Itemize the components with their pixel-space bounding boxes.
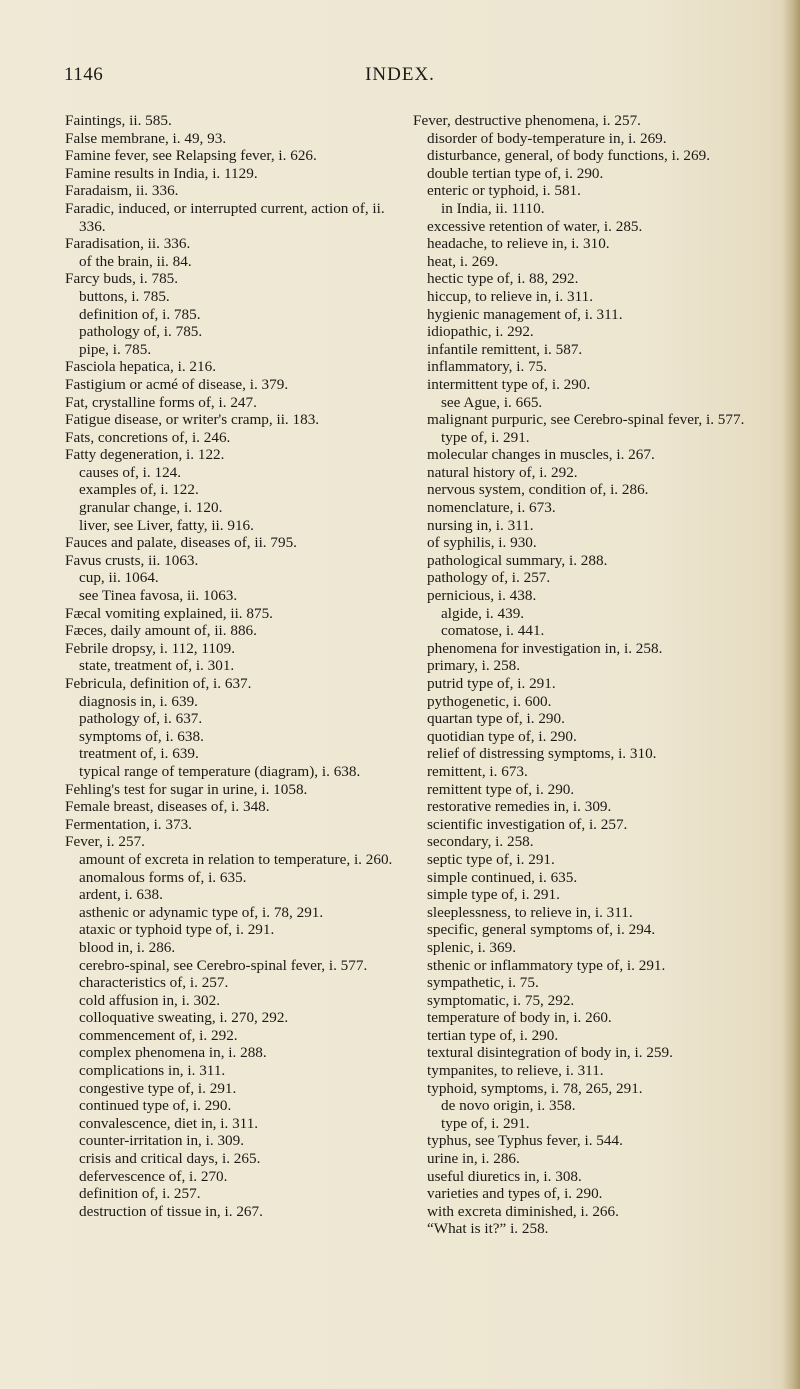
index-subentry: idiopathic, i. 292. bbox=[427, 323, 534, 341]
index-subentry: pythogenetic, i. 600. bbox=[427, 692, 552, 710]
index-subentry: typhoid, symptoms, i. 78, 265, 291. bbox=[427, 1079, 643, 1097]
running-head: INDEX. bbox=[365, 64, 435, 85]
index-subentry: simple continued, i. 635. bbox=[427, 868, 578, 886]
index-subentry: continued type of, i. 290. bbox=[79, 1097, 232, 1115]
index-subentry: sthenic or inflammatory type of, i. 291. bbox=[427, 956, 666, 974]
index-subentry: infantile remittent, i. 587. bbox=[427, 340, 583, 358]
index-subentry: asthenic or adynamic type of, i. 78, 291. bbox=[79, 903, 324, 921]
index-entry: Faradic, induced, or interrupted current, action of, ii. 336. bbox=[65, 199, 385, 235]
index-subentry: congestive type of, i. 291. bbox=[79, 1079, 237, 1097]
index-subentry: of syphilis, i. 930. bbox=[427, 534, 537, 552]
index-subentry: buttons, i. 785. bbox=[79, 287, 170, 305]
index-entry: Farcy buds, i. 785. bbox=[65, 270, 179, 288]
index-subentry: examples of, i. 122. bbox=[79, 481, 199, 499]
index-subentry: cerebro-spinal, see Cerebro-spinal fever, i. 577. bbox=[79, 956, 368, 974]
index-subentry: see Tinea favosa, ii. 1063. bbox=[79, 587, 238, 605]
index-subentry: pathology of, i. 785. bbox=[79, 323, 203, 341]
index-subentry: with excreta diminished, i. 266. bbox=[427, 1202, 619, 1220]
index-subentry: convalescence, diet in, i. 311. bbox=[79, 1114, 259, 1132]
index-subentry: headache, to relieve in, i. 310. bbox=[427, 235, 610, 253]
index-subentry: defervescence of, i. 270. bbox=[79, 1167, 228, 1185]
index-entry: Fat, crystalline forms of, i. 247. bbox=[65, 393, 257, 411]
index-subentry: molecular changes in muscles, i. 267. bbox=[427, 446, 655, 464]
index-subentry: pathology of, i. 257. bbox=[427, 569, 551, 587]
index-entry: Faintings, ii. 585. bbox=[65, 112, 172, 129]
index-subentry: specific, general symptoms of, i. 294. bbox=[427, 921, 656, 939]
index-entry: Famine results in India, i. 1129. bbox=[65, 164, 258, 182]
index-subentry: sympathetic, i. 75. bbox=[427, 974, 539, 992]
index-subentry: definition of, i. 785. bbox=[79, 305, 201, 323]
index-subentry: primary, i. 258. bbox=[427, 657, 521, 675]
index-entry: Fehling's test for sugar in urine, i. 1058. bbox=[65, 780, 308, 798]
index-subentry: useful diuretics in, i. 308. bbox=[427, 1167, 582, 1185]
index-subentry: counter-irritation in, i. 309. bbox=[79, 1132, 245, 1150]
index-subentry: state, treatment of, i. 301. bbox=[79, 657, 235, 675]
index-subentry: hiccup, to relieve in, i. 311. bbox=[427, 287, 594, 305]
index-subentry: restorative remedies in, i. 309. bbox=[427, 798, 612, 816]
index-subentry: malignant purpuric, see Cerebro-spinal fever, i. 577. bbox=[427, 411, 745, 429]
page-header bbox=[0, 64, 800, 94]
index-entry: Fatty degeneration, i. 122. bbox=[65, 446, 225, 464]
index-subentry: definition of, i. 257. bbox=[79, 1185, 201, 1203]
index-entry: Febrile dropsy, i. 112, 1109. bbox=[65, 639, 235, 657]
index-subentry: pipe, i. 785. bbox=[79, 340, 152, 358]
index-subentry: temperature of body in, i. 260. bbox=[427, 1009, 612, 1027]
index-subentry: treatment of, i. 639. bbox=[79, 745, 199, 763]
index-entry: Fever, i. 257. bbox=[65, 833, 145, 851]
index-column-left bbox=[65, 112, 405, 1220]
index-subentry: hectic type of, i. 88, 292. bbox=[427, 270, 579, 288]
index-entry: Fastigium or acmé of disease, i. 379. bbox=[65, 375, 289, 393]
index-subentry: cup, ii. 1064. bbox=[79, 569, 159, 587]
index-entry: Fever, destructive phenomena, i. 257. bbox=[413, 112, 641, 129]
index-subentry: nervous system, condition of, i. 286. bbox=[427, 481, 649, 499]
index-entry: Fatigue disease, or writer's cramp, ii. 183. bbox=[65, 411, 320, 429]
index-subentry: pernicious, i. 438. bbox=[427, 587, 537, 605]
index-subentry: typhus, see Typhus fever, i. 544. bbox=[427, 1132, 623, 1150]
index-subentry: tertian type of, i. 290. bbox=[427, 1026, 559, 1044]
index-subentry: complications in, i. 311. bbox=[79, 1062, 226, 1080]
index-subentry: in India, ii. 1110. bbox=[441, 199, 545, 217]
index-subentry: granular change, i. 120. bbox=[79, 499, 223, 517]
index-subentry: blood in, i. 286. bbox=[79, 938, 176, 956]
index-subentry: quartan type of, i. 290. bbox=[427, 710, 565, 728]
index-subentry: causes of, i. 124. bbox=[79, 463, 182, 481]
index-subentry: of the brain, ii. 84. bbox=[79, 252, 192, 270]
index-subentry: varieties and types of, i. 290. bbox=[427, 1185, 603, 1203]
index-subentry: typical range of temperature (diagram), i. 638. bbox=[79, 762, 361, 780]
index-subentry: splenic, i. 369. bbox=[427, 938, 517, 956]
index-subentry: pathological summary, i. 288. bbox=[427, 551, 608, 569]
index-subentry: type of, i. 291. bbox=[441, 428, 530, 446]
index-subentry: amount of excreta in relation to temperature, i. 260. bbox=[79, 850, 393, 868]
index-subentry: excessive retention of water, i. 285. bbox=[427, 217, 643, 235]
index-subentry: disorder of body-temperature in, i. 269. bbox=[427, 129, 667, 147]
index-subentry: septic type of, i. 291. bbox=[427, 850, 555, 868]
index-entry: Favus crusts, ii. 1063. bbox=[65, 551, 199, 569]
index-subentry: enteric or typhoid, i. 581. bbox=[427, 182, 581, 200]
index-subentry: scientific investigation of, i. 257. bbox=[427, 815, 628, 833]
index-subentry: crisis and critical days, i. 265. bbox=[79, 1150, 261, 1168]
index-subentry: complex phenomena in, i. 288. bbox=[79, 1044, 267, 1062]
index-subentry: cold affusion in, i. 302. bbox=[79, 991, 221, 1009]
index-subentry: “What is it?” i. 258. bbox=[427, 1220, 549, 1238]
index-subentry: tympanites, to relieve, i. 311. bbox=[427, 1062, 604, 1080]
index-subentry: algide, i. 439. bbox=[441, 604, 525, 622]
index-subentry: quotidian type of, i. 290. bbox=[427, 727, 577, 745]
index-subentry: natural history of, i. 292. bbox=[427, 463, 578, 481]
index-subentry: intermittent type of, i. 290. bbox=[427, 375, 591, 393]
index-subentry: colloquative sweating, i. 270, 292. bbox=[79, 1009, 289, 1027]
index-subentry: secondary, i. 258. bbox=[427, 833, 534, 851]
index-subentry: diagnosis in, i. 639. bbox=[79, 692, 198, 710]
index-subentry: symptoms of, i. 638. bbox=[79, 727, 204, 745]
index-subentry: ataxic or typhoid type of, i. 291. bbox=[79, 921, 275, 939]
index-subentry: anomalous forms of, i. 635. bbox=[79, 868, 247, 886]
page-number: 1146 bbox=[64, 64, 104, 85]
index-subentry: textural disintegration of body in, i. 259. bbox=[427, 1044, 673, 1062]
index-subentry: nomenclature, i. 673. bbox=[427, 499, 556, 517]
index-entry: False membrane, i. 49, 93. bbox=[65, 129, 227, 147]
index-entry: Faradaism, ii. 336. bbox=[65, 182, 179, 200]
index-subentry: disturbance, general, of body functions, i. 269. bbox=[427, 147, 711, 165]
index-entry: Fauces and palate, diseases of, ii. 795. bbox=[65, 534, 297, 552]
index-column-right bbox=[413, 112, 758, 1238]
index-subentry: commencement of, i. 292. bbox=[79, 1026, 238, 1044]
index-subentry: liver, see Liver, fatty, ii. 916. bbox=[79, 516, 254, 534]
index-subentry: symptomatic, i. 75, 292. bbox=[427, 991, 575, 1009]
index-subentry: simple type of, i. 291. bbox=[427, 886, 560, 904]
index-entry: Fats, concretions of, i. 246. bbox=[65, 428, 231, 446]
index-subentry: remittent, i. 673. bbox=[427, 762, 528, 780]
index-subentry: relief of distressing symptoms, i. 310. bbox=[427, 745, 657, 763]
index-subentry: remittent type of, i. 290. bbox=[427, 780, 575, 798]
index-subentry: see Ague, i. 665. bbox=[441, 393, 543, 411]
index-subentry: nursing in, i. 311. bbox=[427, 516, 534, 534]
index-subentry: putrid type of, i. 291. bbox=[427, 675, 556, 692]
index-entry: Female breast, diseases of, i. 348. bbox=[65, 798, 270, 816]
index-entry: Fæces, daily amount of, ii. 886. bbox=[65, 622, 257, 640]
index-subentry: pathology of, i. 637. bbox=[79, 710, 203, 728]
index-subentry: destruction of tissue in, i. 267. bbox=[79, 1202, 263, 1220]
index-subentry: characteristics of, i. 257. bbox=[79, 974, 229, 992]
index-subentry: inflammatory, i. 75. bbox=[427, 358, 548, 376]
index-subentry: double tertian type of, i. 290. bbox=[427, 164, 604, 182]
index-entry: Fermentation, i. 373. bbox=[65, 815, 192, 833]
index-subentry: sleeplessness, to relieve in, i. 311. bbox=[427, 903, 633, 921]
index-entry: Fasciola hepatica, i. 216. bbox=[65, 358, 216, 376]
index-subentry: de novo origin, i. 358. bbox=[441, 1097, 576, 1115]
index-subentry: heat, i. 269. bbox=[427, 252, 499, 270]
index-entry: Faradisation, ii. 336. bbox=[65, 235, 191, 253]
index-entry: Fæcal vomiting explained, ii. 875. bbox=[65, 604, 273, 622]
index-subentry: phenomena for investigation in, i. 258. bbox=[427, 639, 663, 657]
index-subentry: urine in, i. 286. bbox=[427, 1150, 520, 1168]
index-subentry: ardent, i. 638. bbox=[79, 886, 163, 904]
index-entry: Febricula, definition of, i. 637. bbox=[65, 675, 252, 692]
page-edge-shadow bbox=[782, 0, 800, 1389]
index-entry: Famine fever, see Relapsing fever, i. 626. bbox=[65, 147, 317, 165]
index-subentry: hygienic management of, i. 311. bbox=[427, 305, 623, 323]
index-subentry: comatose, i. 441. bbox=[441, 622, 545, 640]
index-subentry: type of, i. 291. bbox=[441, 1114, 530, 1132]
